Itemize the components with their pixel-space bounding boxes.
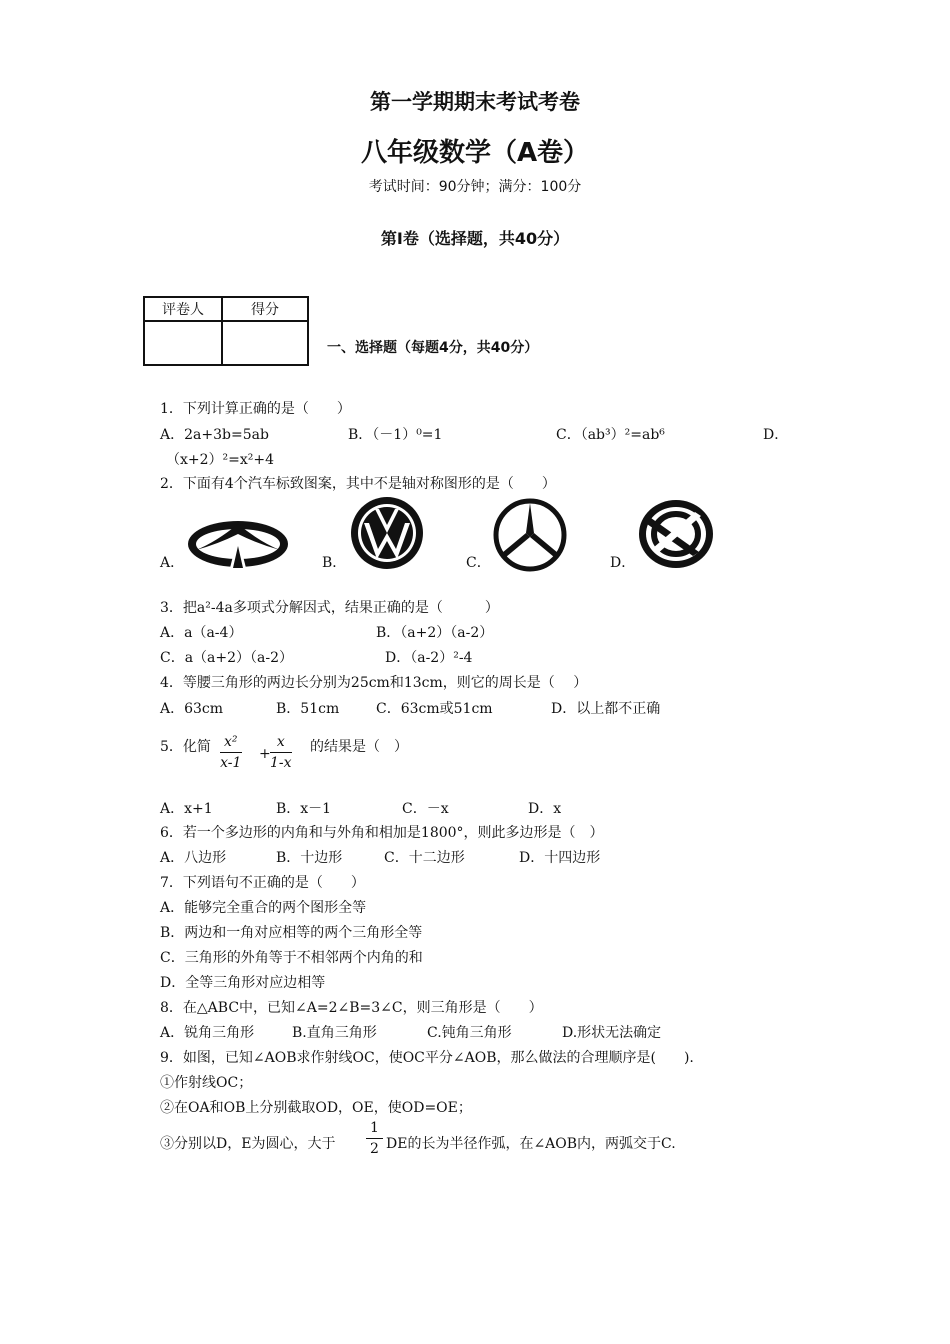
q5-option-b: B．x－1 bbox=[276, 801, 332, 817]
mercedes-logo-icon bbox=[492, 497, 568, 573]
q1-option-c: C．（ab³）²=ab⁶ bbox=[556, 427, 665, 443]
q5-fraction-2-denominator: 1-x bbox=[270, 755, 292, 771]
q3-option-c: C．a（a+2）（a-2） bbox=[160, 650, 294, 666]
subject-title: 八年级数学（A卷） bbox=[360, 138, 590, 168]
q5-option-c: C．－x bbox=[402, 801, 449, 817]
q5-stem-post: 的结果是（ ） bbox=[310, 739, 408, 755]
exam-info: 考试时间：90分钟；满分：100分 bbox=[368, 179, 582, 195]
ring-logo-icon bbox=[637, 498, 715, 570]
q7-option-a: A．能够完全重合的两个图形全等 bbox=[160, 900, 367, 916]
q9-step-1: ①作射线OC； bbox=[160, 1075, 253, 1091]
q4-option-b: B．51cm bbox=[276, 701, 340, 717]
q3-option-b: B．（a+2）（a-2） bbox=[376, 625, 494, 641]
q6-option-d: D．十四边形 bbox=[519, 850, 601, 866]
q8-stem: 8．在△ABC中，已知∠A=2∠B=3∠C，则三角形是（ ） bbox=[160, 1000, 543, 1016]
q9-step-3-pre: ③分别以D，E为圆心，大于 bbox=[160, 1136, 336, 1152]
q9-step-3-post: DE的长为半径作弧，在∠AOB内，两弧交于C. bbox=[386, 1136, 676, 1152]
q2-option-d: D． bbox=[610, 555, 636, 571]
q3-option-d: D．（a-2）²-4 bbox=[385, 650, 473, 666]
q5-fraction-2 bbox=[270, 734, 292, 771]
part-title: 第Ⅰ卷（选择题，共40分） bbox=[380, 229, 570, 248]
q7-option-c: C．三角形的外角等于不相邻两个内角的和 bbox=[160, 950, 423, 966]
q5-option-a: A．x+1 bbox=[160, 801, 213, 817]
q2-option-c: C． bbox=[466, 555, 491, 571]
q1-stem: 1．下列计算正确的是（ ） bbox=[160, 401, 351, 417]
q5-fraction-1 bbox=[220, 734, 242, 771]
q5-fraction-2-numerator: x bbox=[270, 734, 292, 753]
q5-fraction-1-denominator: x-1 bbox=[220, 755, 242, 771]
q6-option-c: C．十二边形 bbox=[384, 850, 465, 866]
q5-option-d: D．x bbox=[528, 801, 562, 817]
infiniti-logo-icon bbox=[186, 516, 290, 568]
q9-step-2: ②在OA和OB上分别截取OD，OE，使OD=OE； bbox=[160, 1100, 472, 1116]
q6-option-a: A．八边形 bbox=[160, 850, 227, 866]
q8-option-a: A．锐角三角形 bbox=[160, 1025, 255, 1041]
q4-option-c: C．63cm或51cm bbox=[376, 701, 493, 717]
q5-plus: + bbox=[259, 746, 271, 762]
q7-stem: 7．下列语句不正确的是（ ） bbox=[160, 875, 365, 891]
q1-option-d: （x+2）²=x²+4 bbox=[166, 452, 275, 468]
section-title: 一、选择题（每题4分，共40分） bbox=[327, 340, 539, 356]
grade-box-reviewer-cell bbox=[144, 321, 222, 365]
exam-title: 第一学期期末考试考卷 bbox=[370, 90, 580, 114]
q2-option-a: A． bbox=[160, 555, 185, 571]
q1-option-a: A．2a+3b=5ab bbox=[160, 427, 269, 443]
q9-stem: 9．如图，已知∠AOB求作射线OC，使OC平分∠AOB，那么做法的合理顺序是( ). bbox=[160, 1050, 694, 1066]
q1-option-d-label: D． bbox=[763, 427, 789, 443]
q7-option-d: D．全等三角形对应边相等 bbox=[160, 975, 326, 991]
q9-half-numerator: 1 bbox=[366, 1120, 383, 1139]
q5-fraction-1-numerator: x² bbox=[220, 734, 242, 753]
q4-option-a: A．63cm bbox=[160, 701, 224, 717]
q5-stem-pre: 5．化简 bbox=[160, 739, 211, 755]
q4-stem: 4．等腰三角形的两边长分别为25cm和13cm，则它的周长是（ ） bbox=[160, 675, 588, 691]
q6-stem: 6．若一个多边形的内角和与外角和相加是1800°，则此多边形是（ ） bbox=[160, 825, 604, 841]
q8-option-b: B.直角三角形 bbox=[292, 1025, 377, 1041]
q3-stem: 3．把a²-4a多项式分解因式，结果正确的是（ ） bbox=[160, 600, 499, 616]
q2-option-b: B． bbox=[322, 555, 347, 571]
q9-half-denominator: 2 bbox=[370, 1141, 379, 1157]
q9-half-fraction bbox=[366, 1120, 383, 1157]
q3-option-a: A．a（a-4） bbox=[160, 625, 243, 641]
q8-option-c: C.钝角三角形 bbox=[427, 1025, 512, 1041]
q1-option-b: B．（－1）⁰=1 bbox=[348, 427, 443, 443]
q8-option-d: D.形状无法确定 bbox=[562, 1025, 662, 1041]
q4-option-d: D．以上都不正确 bbox=[551, 701, 661, 717]
grade-box-score-label: 得分 bbox=[222, 297, 308, 321]
q6-option-b: B．十边形 bbox=[276, 850, 343, 866]
grade-box-reviewer-label: 评卷人 bbox=[144, 297, 222, 321]
q7-option-b: B．两边和一角对应相等的两个三角形全等 bbox=[160, 925, 423, 941]
grade-box-score-cell bbox=[222, 321, 308, 365]
q2-stem: 2．下面有4个汽车标致图案，其中不是轴对称图形的是（ ） bbox=[160, 476, 556, 492]
grade-box bbox=[143, 296, 309, 366]
volkswagen-logo-icon bbox=[349, 495, 425, 571]
